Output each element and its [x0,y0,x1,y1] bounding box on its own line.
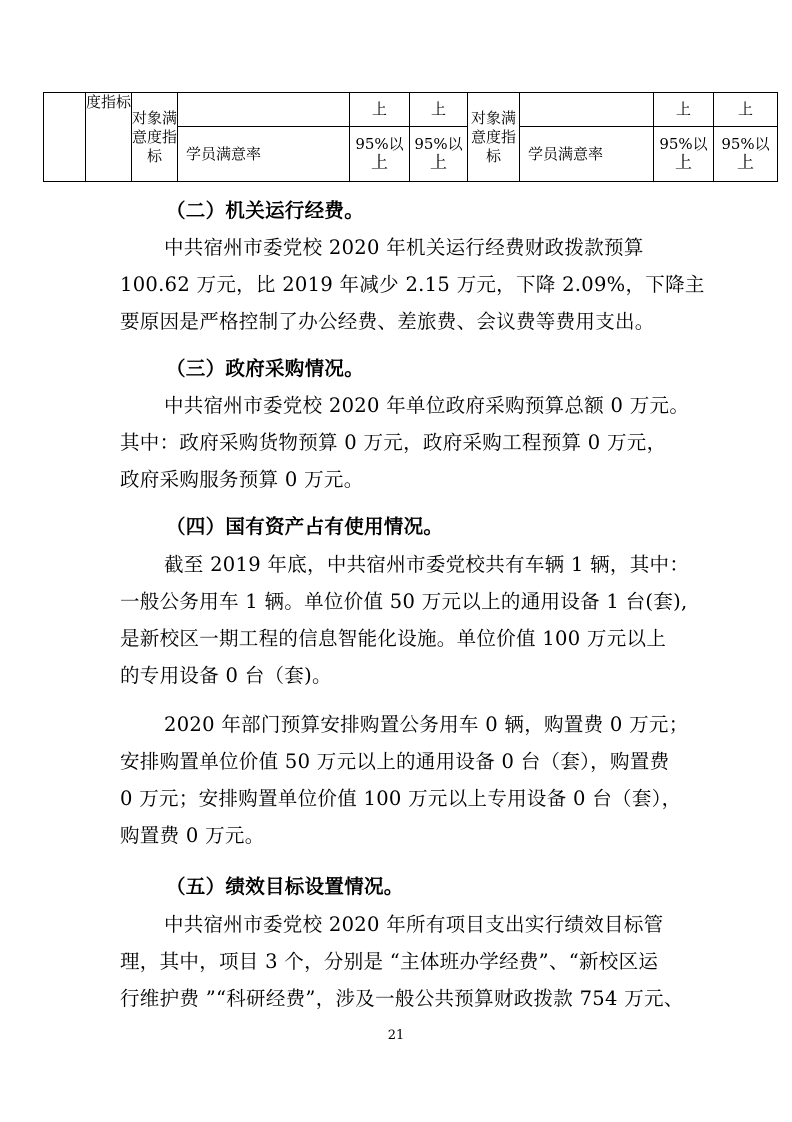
value-cell: 95%以 上 [410,127,468,182]
value-cell: 95%以 上 [350,127,410,182]
value-cell: 上 [350,93,410,127]
section-heading: （五）绩效目标设置情况。 [166,875,404,898]
table-cell-empty [44,93,86,182]
table-cell-empty [178,93,350,127]
page-number: 21 [387,1028,405,1043]
paragraph: 2020 年部门预算安排购置公务用车 0 辆，购置费 0 万元； 安排购置单位价值 50 万元以上的通用设备 0 台（套），购置费 0 万元；安排购置单位价值 100 万元以上专用设备 0 台（套）， 购置费 0 万元。 [120,713,689,847]
section-heading: （三）政府采购情况。 [166,357,365,380]
indicator-category-left: 度指标 [86,93,132,182]
section-heading: （四）国有资产占有使用情况。 [166,515,444,538]
value-cell: 95%以 上 [654,127,714,182]
table-cell-empty [520,93,654,127]
paragraph: 中共宿州市委党校 2020 年机关运行经费财政拨款预算 100.62 万元，比 2019 年减少 2.15 万元，下降 2.09%，下降主 要原因是严格控制了办公经费、差旅费、会议费等费用支出。 [120,236,705,333]
indicator-table [43,92,778,182]
indicator-name-right: 学员满意率 [520,127,654,182]
value-cell: 上 [714,93,778,127]
section-heading: （二）机关运行经费。 [166,199,365,222]
value-cell: 95%以 上 [714,127,778,182]
paragraph: 中共宿州市委党校 2020 年单位政府采购预算总额 0 万元。 其中：政府采购货物预算 0 万元，政府采购工程预算 0 万元， 政府采购服务预算 0 万元。 [120,394,690,491]
value-cell: 上 [410,93,468,127]
indicator-subcategory-left: 对象满意度指标 [132,93,178,182]
indicator-subcategory-right: 对象满意度指标 [468,93,520,182]
paragraph: 截至 2019 年底，中共宿州市委党校共有车辆 1 辆，其中： 一般公务用车 1 辆。单位价值 50 万元以上的通用设备 1 台(套), 是新校区一期工程的信息智能化设施。单位价值 100 万元以上 的专用设备 0 台（套)。 [120,553,690,687]
indicator-name-left: 学员满意率 [178,127,350,182]
paragraph: 中共宿州市委党校 2020 年所有项目支出实行绩效目标管 理，其中，项目 3 个，分别是 “主体班办学经费”、“新校区运 行维护费 ”“科研经费”，涉及一般公共预算财政拨款 754 万元、 [120,913,684,1010]
value-cell: 上 [654,93,714,127]
